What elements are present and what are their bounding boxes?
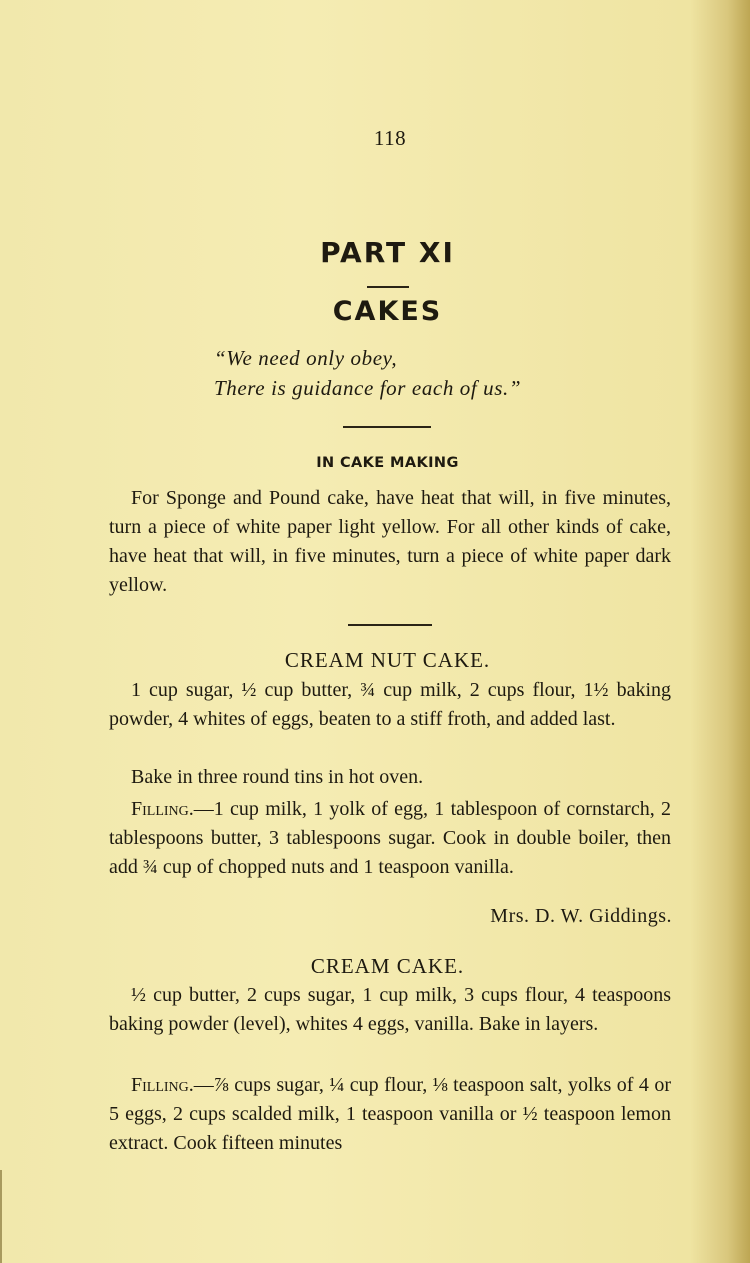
recipe-instructions: Bake in three round tins in hot oven. <box>131 766 424 788</box>
section-text: For Sponge and Pound cake, have heat that will, in five minutes, turn a piece of white paper light yellow. For all other kinds of cake, have heat that will, in five minutes, turn a piece of white paper dark yellow. <box>109 487 671 596</box>
recipe-title: CREAM NUT CAKE. <box>284 648 491 672</box>
recipe-filling <box>109 1071 671 1158</box>
part-title: PART XI <box>320 236 455 269</box>
filling-text: —⅞ cups sugar, ¼ cup flour, ⅛ teaspoon salt, yolks of 4 or 5 eggs, 2 cups scalded milk, 1 teaspoon vanilla or ½ teaspoon lemon extract. Cook fifteen minutes <box>109 1074 671 1154</box>
page-number: 118 <box>373 126 407 150</box>
section-divider <box>348 624 432 626</box>
section-divider <box>343 426 431 428</box>
recipe-ingredients: ½ cup butter, 2 cups sugar, 1 cup milk, 3 cups flour, 4 teaspoons baking powder (level), whites 4 eggs, vanilla. Bake in layers. <box>109 984 671 1035</box>
page-edge <box>0 1170 2 1263</box>
filling-label: Filling. <box>131 798 194 820</box>
motto-line-2: There is guidance for each of us.” <box>214 376 522 400</box>
filling-label: Filling. <box>131 1074 194 1096</box>
chapter-heading: CAKES <box>332 296 443 327</box>
recipe-attribution: Mrs. D. W. Giddings. <box>490 905 672 927</box>
motto-line-1: “We need only obey, <box>214 346 398 370</box>
section-heading: IN CAKE MAKING <box>316 455 459 471</box>
title-divider <box>367 286 409 288</box>
filling-text: —1 cup milk, 1 yolk of egg, 1 tablespoon of cornstarch, 2 tablespoons butter, 3 tablespoons sugar. Cook in double boiler, then add ¾ cup of chopped nuts and 1 teaspoon vanilla. <box>109 798 671 878</box>
recipe-ingredients: 1 cup sugar, ½ cup butter, ¾ cup milk, 2 cups flour, 1½ baking powder, 4 whites of eggs, beaten to a stiff froth, and added last. <box>109 679 671 730</box>
recipe-title: CREAM CAKE. <box>310 954 465 978</box>
recipe-filling <box>109 795 671 882</box>
